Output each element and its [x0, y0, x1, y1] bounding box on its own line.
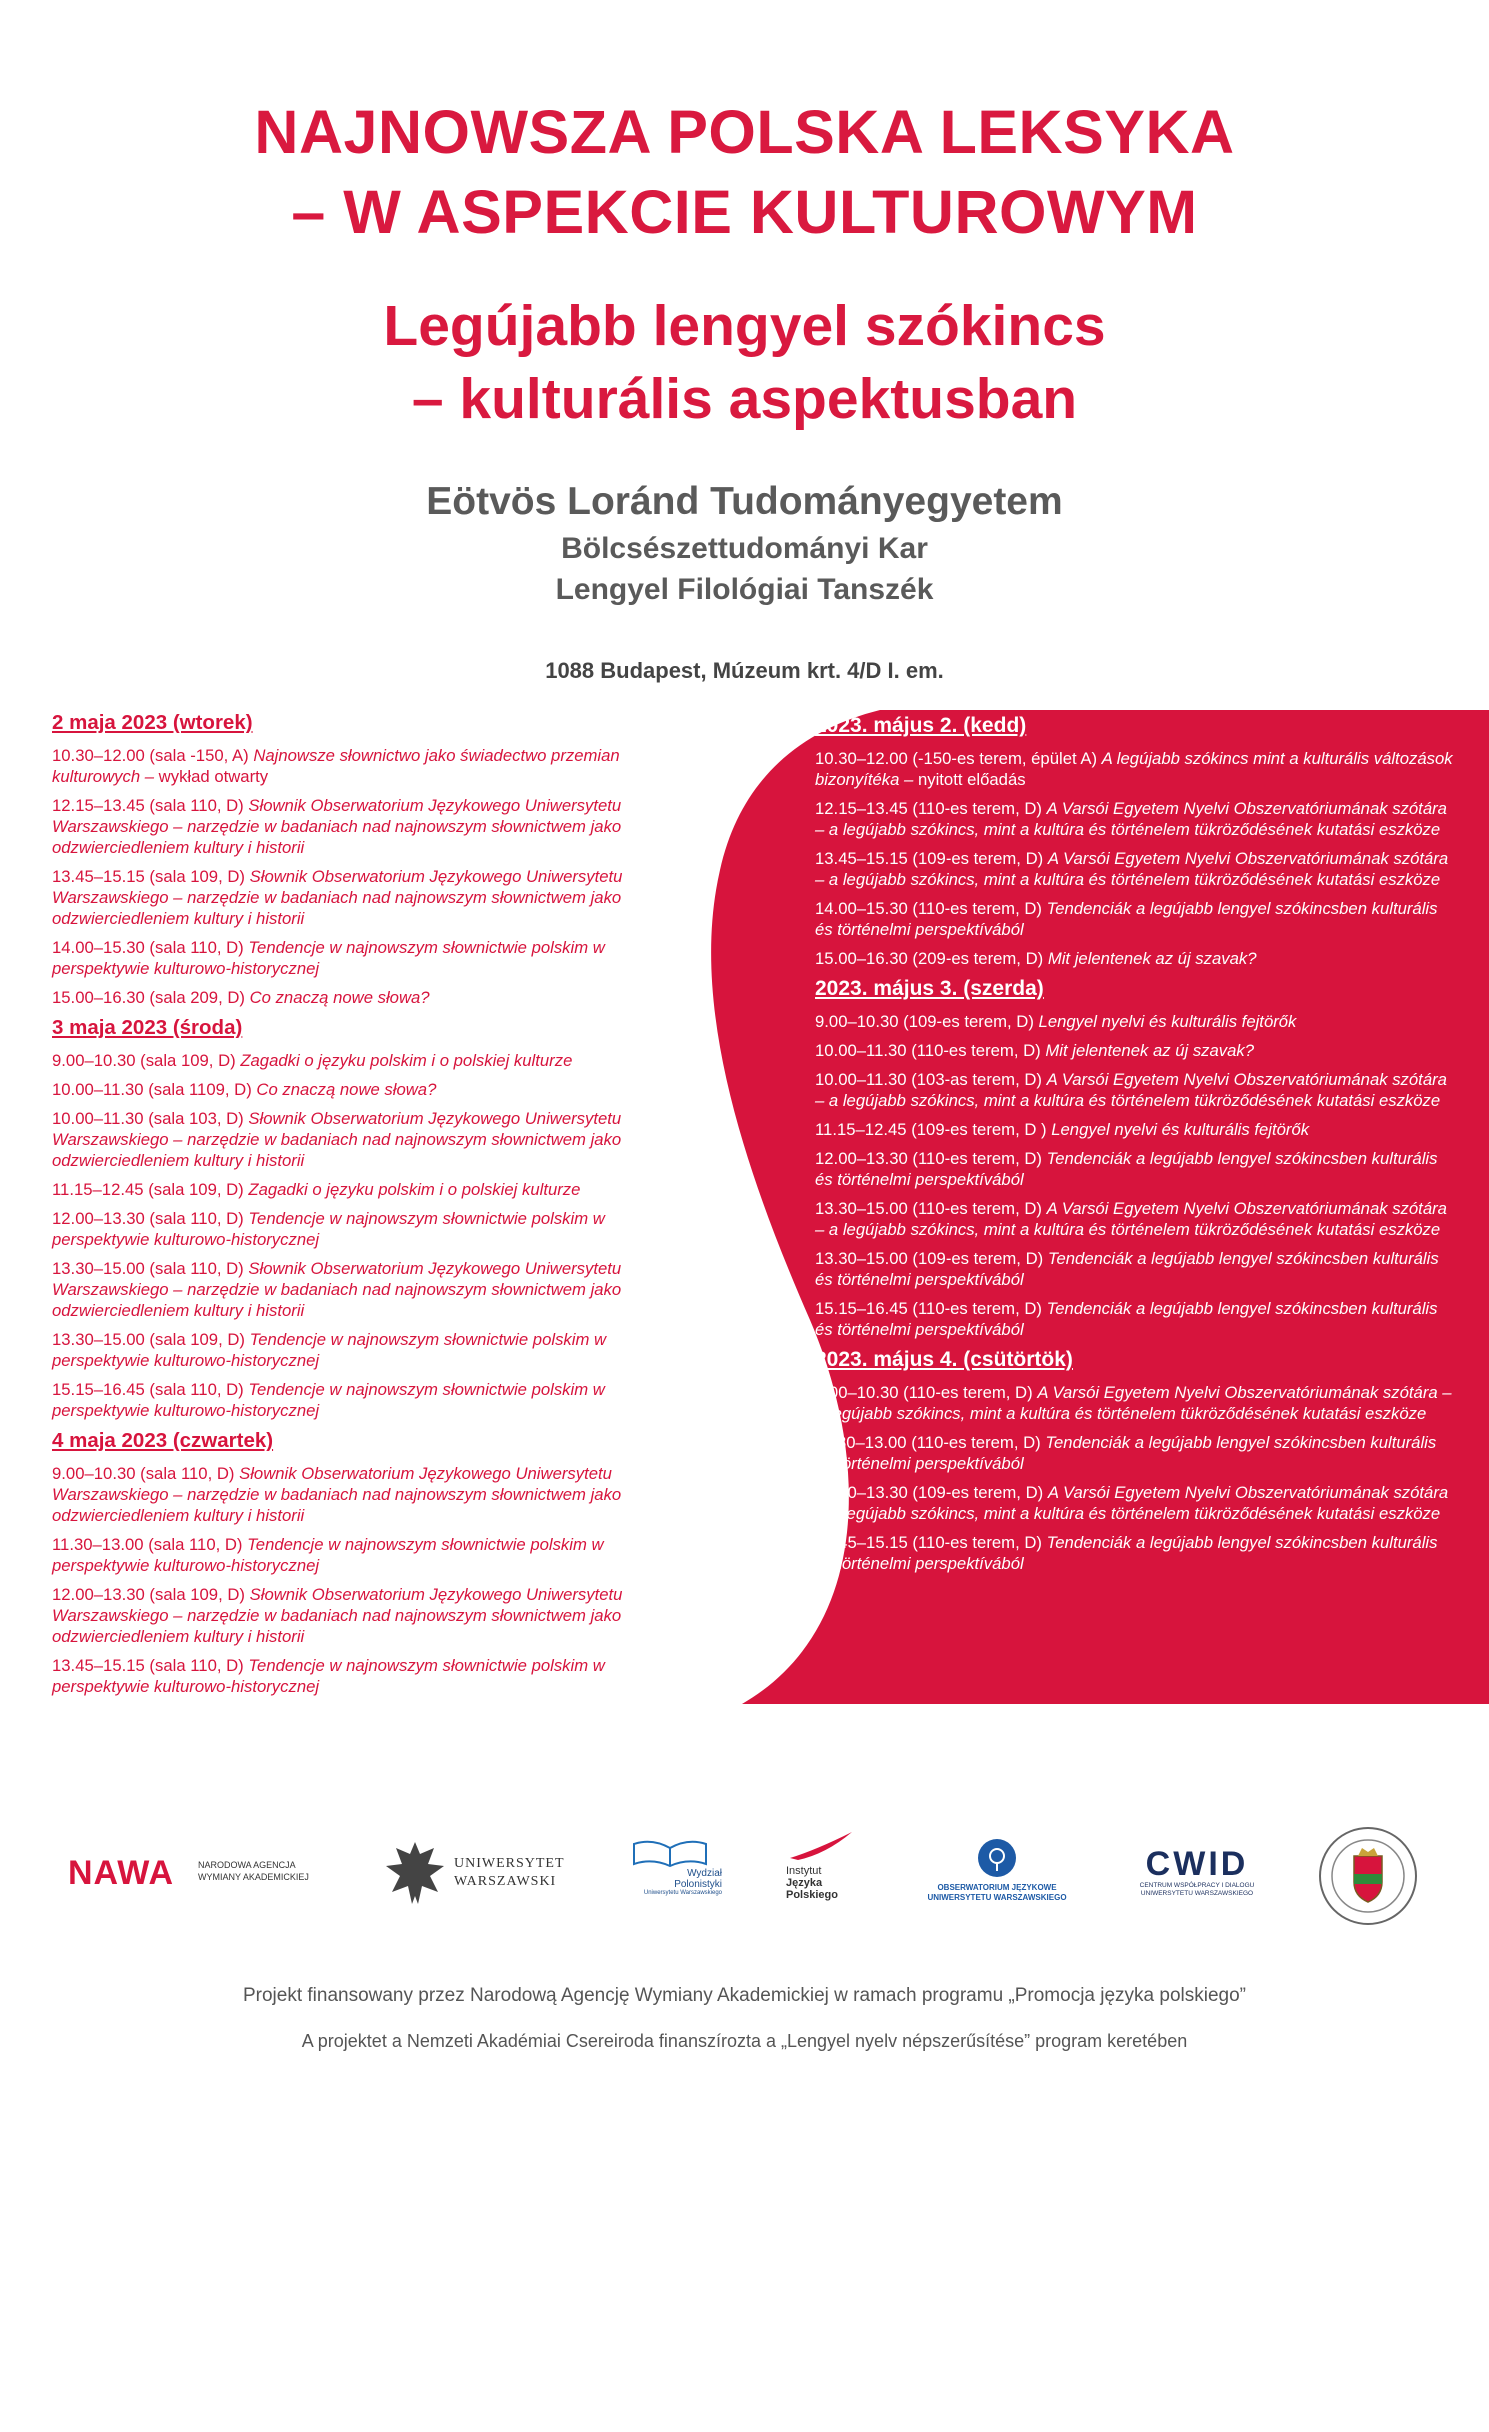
event-time-room: 10.00–11.30 (110-es terem, D) [815, 1041, 1046, 1060]
event-time-room: 9.00–10.30 (sala 109, D) [52, 1051, 241, 1070]
event-title: Mit jelentenek az új szavak? [1047, 949, 1257, 968]
schedule-day-heading: 2023. május 4. (csütörtök) [815, 1348, 1073, 1371]
title-hungarian [0, 290, 1489, 436]
event-title: Zagadki o języku polskim i o polskiej kulturze [240, 1051, 573, 1070]
event-title: Tendenciák a legújabb lengyel szókincsben kulturális és történelmi perspektívából [815, 1433, 1437, 1473]
event-time-room: 12.00–13.30 (109-es terem, D) [815, 1483, 1048, 1502]
polonistyki-logo [622, 1838, 722, 1918]
ijp-logo-line-2: Języka [786, 1877, 823, 1889]
event-title: A legújabb szókincs mint a kulturális változások bizonyítéka – [815, 749, 1453, 789]
uw-logo-line-1: UNIWERSYTET [454, 1856, 565, 1871]
schedule-event [52, 1208, 692, 1250]
event-title: Zagadki o języku polskim i o polskiej kulturze [248, 1180, 581, 1199]
event-time-room: 11.15–12.45 (sala 109, D) [52, 1180, 249, 1199]
event-title: Tendenciák a legújabb lengyel szókincsben kulturális és történelmi perspektívából [815, 1149, 1438, 1189]
event-title: Słownik Obserwatorium Językowego Uniwersytetu Warszawskiego – narzędzie w badaniach nad najnowszym słownictwem jako odzwierciedleniem kultury i historii [52, 1464, 622, 1525]
event-title: Słownik Obserwatorium Językowego Uniwersytetu Warszawskiego – narzędzie w badaniach nad najnowszym słownictwem jako odzwierciedleniem kultury i historii [52, 1585, 623, 1646]
schedule-event [52, 1655, 692, 1697]
title-hungarian-line-1: Legújabb lengyel szókincs [383, 294, 1106, 358]
event-time-room: 12.15–13.45 (sala 110, D) [52, 796, 249, 815]
schedule-event [52, 1050, 692, 1071]
schedule-day-heading: 2023. május 3. (szerda) [815, 977, 1044, 1000]
nawa-logo-wordmark: NAWA [68, 1854, 174, 1892]
event-title: A Varsói Egyetem Nyelvi Obszervatóriumának szótára – a legújabb szókincs, mint a kultúra és történelem tükröződésének kutatási eszköze [815, 1070, 1447, 1110]
event-time-room: 13.45–15.15 (sala 109, D) [52, 867, 250, 886]
event-title: Tendencje w najnowszym słownictwie polskim w perspektywie kulturowo-historycznej [52, 1656, 605, 1696]
swoosh-icon [786, 1830, 856, 1860]
event-time-room: 12.00–13.30 (110-es terem, D) [815, 1149, 1047, 1168]
event-title: Tendencje w najnowszym słownictwie polskim w perspektywie kulturowo-historycznej [52, 938, 605, 978]
schedule-event [815, 1119, 1455, 1140]
event-title: Tendenciák a legújabb lengyel szókincsben kulturális és történelmi perspektívából [815, 899, 1438, 939]
event-time-room: 15.00–16.30 (sala 209, D) [52, 988, 250, 1007]
event-time-room: 11.15–12.45 (109-es terem, D ) [815, 1120, 1052, 1139]
cwid-logo-line-2: UNIWERSYTETU WARSZAWSKIEGO [1140, 1890, 1254, 1897]
schedule-event [815, 1040, 1455, 1061]
observatory-circle-icon [977, 1838, 1017, 1878]
schedule-hungarian [815, 714, 1455, 1582]
funding-note-hungarian: A projektet a Nemzeti Akadémiai Csereiroda finanszírozta a „Lengyel nyelv népszerűsítése” program keretében [301, 2031, 1188, 2051]
event-title: Lengyel nyelvi és kulturális fejtörők [1038, 1012, 1297, 1031]
polonistyki-logo-line-1: Wydział [687, 1868, 722, 1879]
schedule-event [52, 795, 692, 858]
open-book-icon [630, 1838, 710, 1868]
schedule-event [815, 798, 1455, 840]
event-time-room: 9.00–10.30 (110-es terem, D) [815, 1383, 1038, 1402]
event-time-room: 9.00–10.30 (109-es terem, D) [815, 1012, 1039, 1031]
event-time-room: 13.45–15.15 (110-es terem, D) [815, 1533, 1047, 1552]
schedule-event [815, 1148, 1455, 1190]
event-type-note: wykład otwarty [158, 767, 269, 786]
schedule-polish [52, 711, 692, 1705]
nawa-logo [68, 1852, 328, 1892]
funding-note-polish: Projekt finansowany przez Narodową Agencję Wymiany Akademickiej w ramach programu „Promocja języka polskiego” [242, 1985, 1247, 2006]
schedule-day-heading: 2 maja 2023 (wtorek) [52, 711, 253, 734]
event-title: Co znaczą nowe słowa? [249, 988, 430, 1007]
schedule-event [52, 745, 692, 787]
university-name: Eötvös Loránd Tudományegyetem [426, 480, 1063, 523]
event-title: Tendencje w najnowszym słownictwie polskim w perspektywie kulturowo-historycznej [52, 1380, 605, 1420]
elte-seal-logo [1318, 1826, 1418, 1926]
event-time-room: 10.00–11.30 (sala 103, D) [52, 1109, 249, 1128]
ijp-logo [786, 1830, 866, 1920]
event-time-room: 10.00–11.30 (sala 1109, D) [52, 1080, 257, 1099]
schedule-event [52, 937, 692, 979]
obserwatorium-logo-line-1: OBSERWATORIUM JĘZYKOWE [937, 1883, 1057, 1892]
title-hungarian-line-2: – kulturális aspektusban [411, 367, 1078, 431]
event-time-room: 13.30–15.00 (109-es terem, D) [815, 1249, 1048, 1268]
schedule-event [52, 1258, 692, 1321]
schedule-day-heading: 3 maja 2023 (środa) [52, 1016, 243, 1039]
schedule-event [815, 1069, 1455, 1111]
schedule-event [52, 1379, 692, 1421]
schedule-day-heading: 2023. május 2. (kedd) [815, 714, 1027, 737]
polonistyki-logo-line-3: Uniwersytetu Warszawskiego [643, 1890, 722, 1896]
uw-logo [382, 1838, 572, 1908]
obserwatorium-logo [922, 1838, 1072, 1908]
eagle-emblem-icon [382, 1838, 448, 1908]
event-time-room: 10.30–12.00 (sala -150, A) [52, 746, 254, 765]
event-title: Słownik Obserwatorium Językowego Uniwersytetu Warszawskiego – narzędzie w badaniach nad najnowszym słownictwem jako odzwierciedleniem kultury i historii [52, 796, 622, 857]
schedule-event [52, 1108, 692, 1171]
ijp-logo-line-1: Instytut [786, 1865, 822, 1877]
event-time-room: 11.30–13.00 (sala 110, D) [52, 1535, 248, 1554]
schedule-event [52, 866, 692, 929]
event-time-room: 11.30–13.00 (110-es terem, D) [815, 1433, 1046, 1452]
schedule-event [815, 898, 1455, 940]
event-time-room: 13.45–15.15 (sala 110, D) [52, 1656, 249, 1675]
event-time-room: 10.00–11.30 (103-as terem, D) [815, 1070, 1047, 1089]
schedule-event [815, 1198, 1455, 1240]
schedule-event [52, 1329, 692, 1371]
event-title: A Varsói Egyetem Nyelvi Obszervatóriumának szótára – a legújabb szókincs, mint a kultúra és történelem tükröződésének kutatási eszköze [815, 799, 1447, 839]
schedule-event [815, 1011, 1455, 1032]
event-title: Słownik Obserwatorium Językowego Uniwersytetu Warszawskiego – narzędzie w badaniach nad najnowszym słownictwem jako odzwierciedleniem kultury i historii [52, 867, 623, 928]
event-type-note: nyitott előadás [917, 770, 1026, 789]
event-time-room: 15.15–16.45 (110-es terem, D) [815, 1299, 1047, 1318]
event-title: Słownik Obserwatorium Językowego Uniwersytetu Warszawskiego – narzędzie w badaniach nad najnowszym słownictwem jako odzwierciedleniem kultury i historii [52, 1109, 622, 1170]
title-polish-line-1: NAJNOWSZA POLSKA LEKSYKA [254, 98, 1235, 166]
event-time-room: 13.45–15.15 (109-es terem, D) [815, 849, 1048, 868]
schedule-event [52, 987, 692, 1008]
address: 1088 Budapest, Múzeum krt. 4/D I. em. [545, 658, 944, 683]
title-polish [0, 92, 1489, 252]
event-title: Tendenciák a legújabb lengyel szókincsben kulturális és történelmi perspektívából [815, 1299, 1438, 1339]
schedule-event [815, 948, 1455, 969]
schedule-event [815, 848, 1455, 890]
schedule-event [815, 1532, 1455, 1574]
event-time-room: 14.00–15.30 (sala 110, D) [52, 938, 249, 957]
cwid-logo [1132, 1846, 1262, 1902]
cwid-logo-line-1: CENTRUM WSPÓŁPRACY I DIALOGU [1139, 1882, 1255, 1889]
event-title: A Varsói Egyetem Nyelvi Obszervatóriumának szótára – a legújabb szókincs, mint a kultúra és történelem tükröződésének kutatási eszköze [815, 1199, 1447, 1239]
schedule-event [52, 1463, 692, 1526]
nawa-logo-line-1: NARODOWA AGENCJA [198, 1860, 296, 1870]
elte-seal-icon [1318, 1826, 1418, 1926]
schedule-event [52, 1584, 692, 1647]
schedule-event [815, 748, 1455, 790]
schedule-event [52, 1079, 692, 1100]
title-polish-line-2: – W ASPEKCIE KULTUROWYM [291, 178, 1198, 246]
schedule-event [815, 1248, 1455, 1290]
event-time-room: 15.15–16.45 (sala 110, D) [52, 1380, 249, 1399]
event-title: Tendenciák a legújabb lengyel szókincsben kulturális és történelmi perspektívából [815, 1533, 1438, 1573]
event-time-room: 13.30–15.00 (sala 110, D) [52, 1259, 249, 1278]
event-title: A Varsói Egyetem Nyelvi Obszervatóriumának szótára – a legújabb szókincs, mint a kultúra és történelem tükröződésének kutatási eszköze [815, 849, 1449, 889]
event-time-room: 10.30–12.00 (-150-es terem, épület A) [815, 749, 1102, 768]
event-time-room: 14.00–15.30 (110-es terem, D) [815, 899, 1047, 918]
schedule-event [52, 1179, 692, 1200]
event-title: Mit jelentenek az új szavak? [1045, 1041, 1255, 1060]
polonistyki-logo-line-2: Polonistyki [674, 1879, 722, 1890]
event-time-room: 13.30–15.00 (sala 109, D) [52, 1330, 250, 1349]
event-title: Tendencje w najnowszym słownictwie polskim w perspektywie kulturowo-historycznej [52, 1535, 604, 1575]
event-time-room: 13.30–15.00 (110-es terem, D) [815, 1199, 1047, 1218]
event-title: Tendencje w najnowszym słownictwie polskim w perspektywie kulturowo-historycznej [52, 1209, 605, 1249]
ijp-logo-line-3: Polskiego [786, 1889, 838, 1901]
event-time-room: 9.00–10.30 (sala 110, D) [52, 1464, 240, 1483]
event-title: Najnowsze słownictwo jako świadectwo przemian kulturowych – [52, 746, 620, 786]
schedule-event [815, 1482, 1455, 1524]
event-time-room: 15.00–16.30 (209-es terem, D) [815, 949, 1048, 968]
event-title: Co znaczą nowe słowa? [256, 1080, 437, 1099]
schedule-day-heading: 4 maja 2023 (czwartek) [52, 1429, 274, 1452]
schedule-event [52, 1534, 692, 1576]
department-name: Lengyel Filológiai Tanszék [555, 573, 934, 606]
event-time-room: 12.15–13.45 (110-es terem, D) [815, 799, 1047, 818]
event-title: Tendenciák a legújabb lengyel szókincsben kulturális és történelmi perspektívából [815, 1249, 1439, 1289]
cwid-logo-wordmark: CWID [1145, 1845, 1249, 1883]
schedule-event [815, 1432, 1455, 1474]
event-title: A Varsói Egyetem Nyelvi Obszervatóriumának szótára – a legújabb szókincs, mint a kultúra és történelem tükröződésének kutatási eszköze [815, 1383, 1452, 1423]
uw-logo-line-2: WARSZAWSKI [454, 1874, 557, 1889]
event-title: Słownik Obserwatorium Językowego Uniwersytetu Warszawskiego – narzędzie w badaniach nad najnowszym słownictwem jako odzwierciedleniem kultury i historii [52, 1259, 622, 1320]
event-time-room: 12.00–13.30 (sala 110, D) [52, 1209, 249, 1228]
schedule-event [815, 1298, 1455, 1340]
nawa-logo-line-2: WYMIANY AKADEMICKIEJ [198, 1872, 309, 1882]
event-title: Tendencje w najnowszym słownictwie polskim w perspektywie kulturowo-historycznej [52, 1330, 607, 1370]
event-time-room: 12.00–13.30 (sala 109, D) [52, 1585, 250, 1604]
schedule-event [815, 1382, 1455, 1424]
event-title: A Varsói Egyetem Nyelvi Obszervatóriumának szótára – a legújabb szókincs, mint a kultúra és történelem tükröződésének kutatási eszköze [815, 1483, 1449, 1523]
faculty-name: Bölcsészettudományi Kar [561, 532, 928, 565]
event-title: Lengyel nyelvi és kulturális fejtörők [1051, 1120, 1310, 1139]
obserwatorium-logo-line-2: UNIWERSYTETU WARSZAWSKIEGO [927, 1893, 1067, 1902]
